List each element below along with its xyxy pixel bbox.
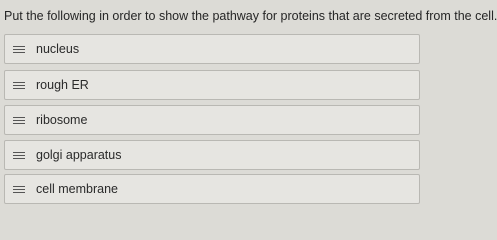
order-item-label: cell membrane (36, 182, 118, 196)
order-item-label: nucleus (36, 42, 80, 56)
drag-handle-icon[interactable] (13, 152, 25, 159)
question-prompt: Put the following in order to show the pathway for proteins that are secreted from the cell. (4, 9, 497, 23)
order-item-ribosome[interactable] (4, 105, 420, 135)
drag-handle-icon[interactable] (13, 82, 25, 89)
order-item-label: rough ER (36, 78, 89, 92)
order-item-label: golgi apparatus (36, 148, 122, 162)
drag-handle-icon[interactable] (13, 46, 25, 53)
order-item-label: ribosome (36, 113, 88, 127)
order-item-rough-er[interactable] (4, 70, 420, 100)
order-item-golgi-apparatus[interactable] (4, 140, 420, 170)
order-item-cell-membrane[interactable] (4, 174, 420, 204)
order-item-nucleus[interactable] (4, 34, 420, 64)
drag-handle-icon[interactable] (13, 117, 25, 124)
drag-handle-icon[interactable] (13, 186, 25, 193)
